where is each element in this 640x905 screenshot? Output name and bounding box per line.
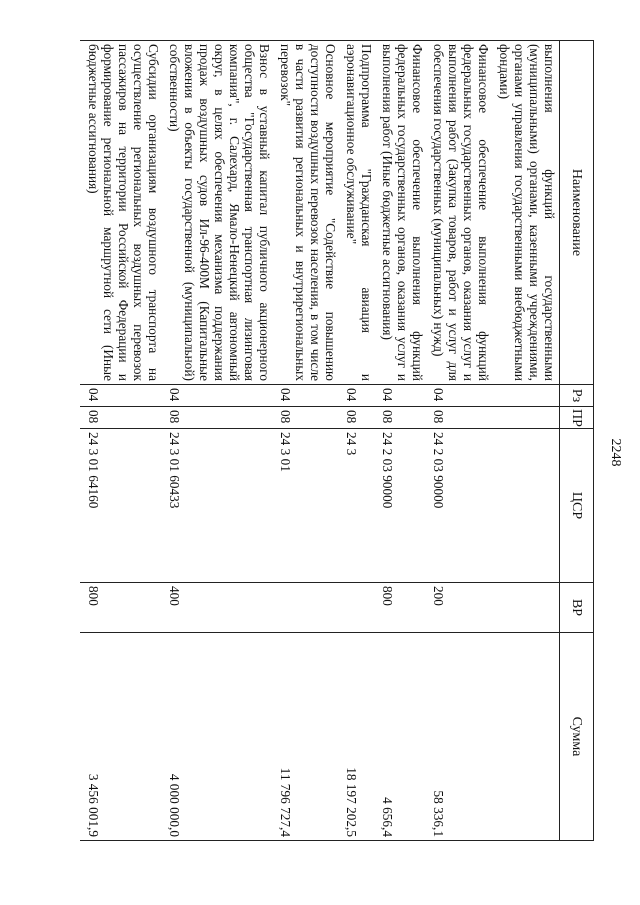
row-csr: 24 2 03 90000 [374, 429, 425, 583]
table-header-row [560, 41, 594, 841]
row-csr [491, 429, 560, 583]
row-sum: 4 000 000,0 [161, 633, 272, 841]
row-sum: 4 656,4 [374, 633, 425, 841]
header-csr: ЦСР [560, 429, 594, 583]
row-csr: 24 3 01 64160 [80, 429, 161, 583]
page-number: 2248 [608, 438, 623, 467]
page-number-container [604, 0, 626, 905]
table-row [491, 41, 560, 841]
row-name: выполнения функций государственными (муниципальными) органами, казенными учреждениями, органами управления государственными внебюджетными фондами) [491, 41, 560, 385]
rotated-page [62, 0, 594, 883]
row-vr: 800 [374, 583, 425, 633]
table-row [80, 41, 161, 841]
row-rz: 04 [272, 385, 338, 407]
row-name: Субсидии организациям воздушного транспорта на осуществление региональных воздушных перевозок пассажиров на территории Российской Федерации и формирование региональной маршрутной сети (Иные бюджетные ассигнования) [80, 41, 161, 385]
row-csr: 24 2 03 90000 [425, 429, 491, 583]
row-vr: 200 [425, 583, 491, 633]
row-pr: 08 [161, 407, 272, 429]
header-rz: Рз [560, 385, 594, 407]
row-vr [272, 583, 338, 633]
row-rz: 04 [338, 385, 374, 407]
header-name: Наименование [560, 41, 594, 385]
row-name: Взнос в уставный капитал публичного акционерного общества "Государственная транспортная лизинговая компания", г. Салехард, Ямало-Ненецкий автономный округ, в целях обеспечения механизма поддержания продаж воздушных судов Ил-96-400М (Капитальные вложения в объекты государственной (муниципальной) собственности) [161, 41, 272, 385]
row-rz: 04 [374, 385, 425, 407]
row-csr: 24 3 [338, 429, 374, 583]
row-csr: 24 3 01 60433 [161, 429, 272, 583]
header-vr: ВР [560, 583, 594, 633]
row-sum: 11 796 727,4 [272, 633, 338, 841]
row-rz: 04 [425, 385, 491, 407]
table-row [338, 41, 374, 841]
row-pr [491, 407, 560, 429]
row-vr [338, 583, 374, 633]
table-row [374, 41, 425, 841]
budget-table [80, 40, 594, 841]
row-rz [491, 385, 560, 407]
row-csr: 24 3 01 [272, 429, 338, 583]
row-pr: 08 [338, 407, 374, 429]
header-sum: Сумма [560, 633, 594, 841]
row-vr [491, 583, 560, 633]
row-sum: 3 456 001,9 [80, 633, 161, 841]
row-vr: 800 [80, 583, 161, 633]
header-pr: ПР [560, 407, 594, 429]
row-rz: 04 [80, 385, 161, 407]
row-pr: 08 [374, 407, 425, 429]
row-rz: 04 [161, 385, 272, 407]
row-vr: 400 [161, 583, 272, 633]
table-row [272, 41, 338, 841]
row-sum: 18 197 202,5 [338, 633, 374, 841]
row-pr: 08 [425, 407, 491, 429]
row-name: Основное мероприятие "Содействие повышению доступности воздушных перевозок населения, в том числе в части развития региональных и внутрирегиональных перевозок" [272, 41, 338, 385]
row-name: Подпрограмма "Гражданская авиация и аэронавигационное обслуживание" [338, 41, 374, 385]
row-sum [491, 633, 560, 841]
table-row [425, 41, 491, 841]
table-row [161, 41, 272, 841]
row-pr: 08 [272, 407, 338, 429]
row-name: Финансовое обеспечение выполнения функций федеральных государственных органов, оказания услуг и выполнения работ (Иные бюджетные ассигнования) [374, 41, 425, 385]
row-pr: 08 [80, 407, 161, 429]
row-sum: 58 336,1 [425, 633, 491, 841]
row-name: Финансовое обеспечение выполнения функций федеральных государственных органов, оказания услуг и выполнения работ (Закупка товаров, работ и услуг для обеспечения государственных (муниципальных) нужд) [425, 41, 491, 385]
